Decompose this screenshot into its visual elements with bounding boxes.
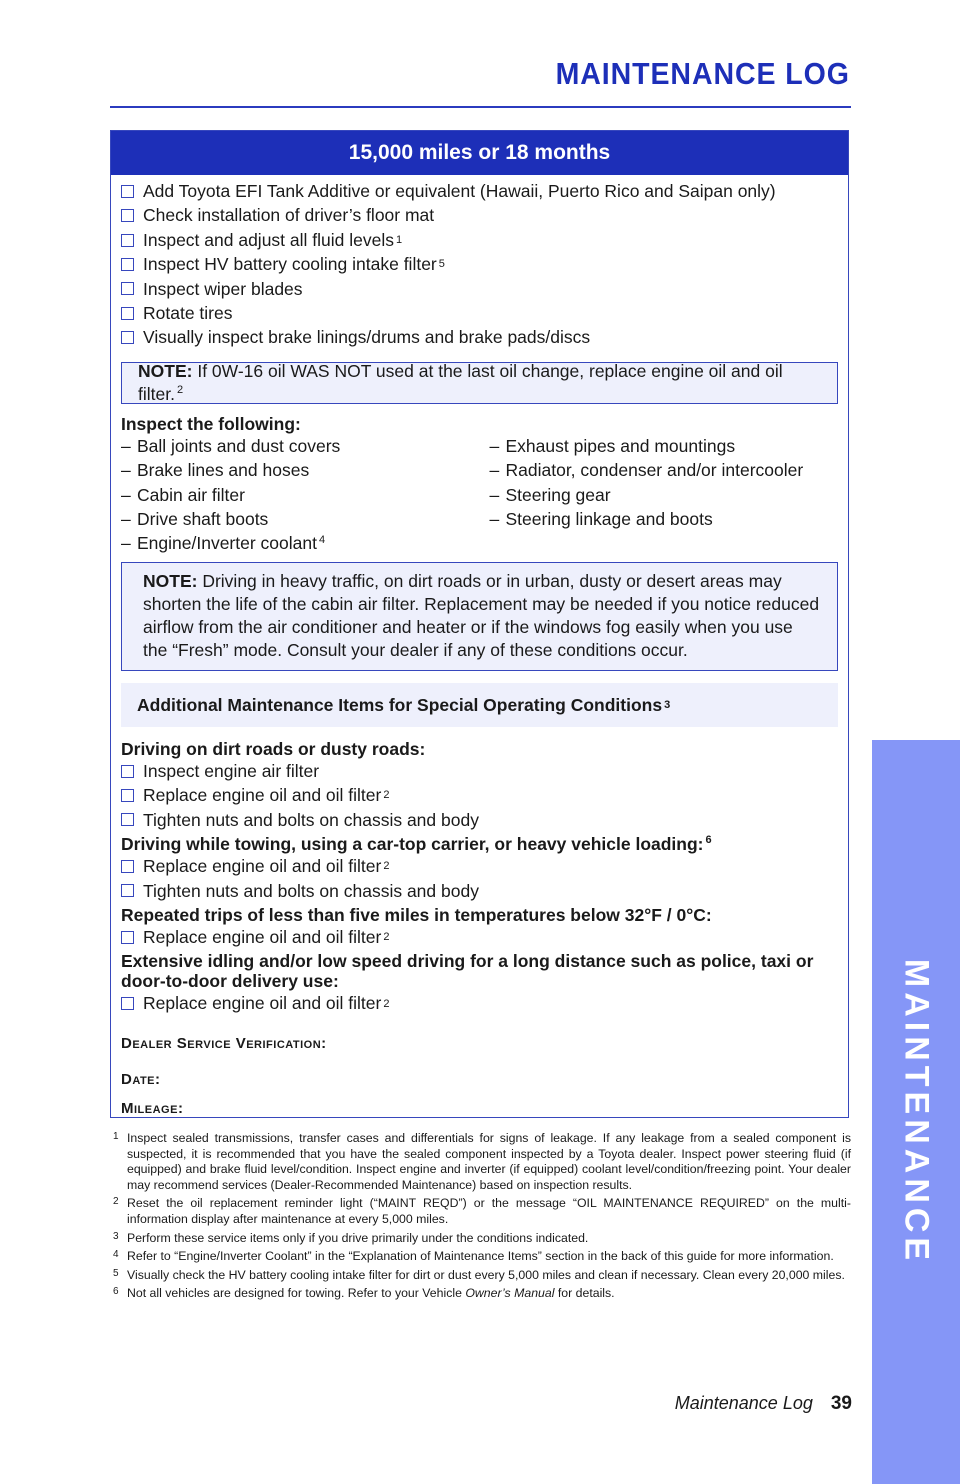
checklist-item-text: Replace engine oil and oil filter [143, 926, 382, 947]
checkbox-icon[interactable] [121, 282, 134, 295]
inspect-item [490, 507, 839, 531]
inspect-item [121, 434, 470, 458]
condition-heading [121, 834, 838, 854]
footnote-body [127, 1249, 834, 1265]
inspect-item [121, 507, 470, 531]
checklist-item: Replace engine oil and oil filter 2 [121, 854, 838, 878]
checklist-item: Inspect and adjust all fluid levels 1 [121, 228, 838, 252]
footnote-body [127, 1231, 588, 1247]
checklist-item-text: Inspect engine air filter [143, 760, 320, 781]
inspect-item-text: Steering linkage and boots [505, 509, 713, 530]
side-tab-label: MAINTENANCE [897, 958, 936, 1266]
note-text: If 0W-16 oil WAS NOT used at the last oil change, replace engine oil and oil filter. [138, 360, 783, 404]
checklist-item-text: Add Toyota EFI Tank Additive or equivalent (Hawaii, Puerto Rico and Saipan only) [143, 181, 776, 201]
verification-mileage: Mileage: [121, 1099, 184, 1117]
checklist-item-text: Inspect HV battery cooling intake filter [143, 254, 437, 275]
condition-heading [121, 739, 838, 759]
checklist-item-text: Inspect and adjust all fluid levels [143, 229, 394, 250]
checklist-item [121, 179, 838, 203]
checklist-item: Inspect HV battery cooling intake filter 5 [121, 252, 838, 276]
checklist-item: Replace engine oil and oil filter 2 [121, 991, 838, 1015]
service-checklist [121, 179, 838, 350]
dealer-verification [121, 1032, 838, 1121]
footnote-italic: Owner’s Manual [465, 1286, 555, 1301]
dash-marker: – [121, 484, 131, 505]
note-label: NOTE: [138, 360, 193, 381]
checklist-item-text: Tighten nuts and bolts on chassis and body [143, 880, 479, 901]
footnotes [113, 1131, 851, 1305]
footnote-text: Visually check the HV battery cooling intake filter for dirt or dust every 5,000 miles and clean if necessary. Clean every 20,000 miles. [127, 1267, 845, 1282]
page-title: MAINTENANCE LOG [555, 56, 850, 91]
inspect-item-text: Drive shaft boots [137, 509, 269, 530]
checklist-item-text: Replace engine oil and oil filter [143, 856, 382, 877]
checkbox-icon[interactable] [121, 789, 134, 802]
footnote-body [127, 1196, 851, 1227]
footnote-number: 2 [113, 1196, 119, 1208]
footnote-body [127, 1131, 851, 1193]
inspect-item-text: Ball joints and dust covers [137, 435, 341, 456]
footnote-text: Refer to “Engine/Inverter Coolant” in the “Explanation of Maintenance Items” section in the back of this guide for more information. [127, 1249, 834, 1264]
dash-marker: – [121, 533, 131, 554]
footnote [113, 1286, 851, 1302]
note-label: NOTE: [143, 570, 198, 591]
checkbox-icon[interactable] [121, 209, 134, 222]
condition-heading-text: Repeated trips of less than five miles in temperatures below 32°F / 0°C: [121, 904, 712, 925]
verification-title: Dealer Service Verification: [121, 1034, 327, 1052]
condition-heading [121, 905, 838, 925]
dash-marker: – [121, 460, 131, 481]
oil-note [121, 362, 838, 404]
note-text: Driving in heavy traffic, on dirt roads or in urban, dusty or desert areas may shorten the life of the cabin air filter. Replacement may be needed if you notice reduced airflow from the air conditioner and heater or if the windows fog easily when you use the “Fresh” mode. Consult your dealer if any of these conditions occur. [143, 570, 820, 660]
verification-date: Date: [121, 1071, 161, 1089]
title-divider [110, 106, 851, 108]
checkbox-icon[interactable] [121, 813, 134, 826]
condition-heading [121, 951, 838, 991]
inspect-item [121, 531, 470, 555]
footnote [113, 1268, 851, 1284]
footnote-ref: 6 [705, 834, 712, 847]
checkbox-icon[interactable] [121, 860, 134, 873]
checkbox-icon[interactable] [121, 258, 134, 271]
page-number: 39 [830, 1393, 852, 1414]
checklist-item [121, 203, 838, 227]
footnote-ref: 4 [318, 533, 326, 546]
condition-heading-text: Driving on dirt roads or dusty roads: [121, 738, 426, 759]
footnote-text: Not all vehicles are designed for towing. Refer to your Vehicle [127, 1286, 462, 1301]
inspect-item [121, 458, 470, 482]
checkbox-icon[interactable] [121, 331, 134, 344]
checklist-item: Replace engine oil and oil filter 2 [121, 783, 838, 807]
footnote [113, 1196, 851, 1227]
inspect-item-text: Radiator, condenser and/or intercooler [505, 460, 804, 481]
footnote-number: 1 [113, 1131, 119, 1142]
checklist-item-text: Replace engine oil and oil filter [143, 993, 382, 1014]
inspect-item [490, 483, 839, 507]
checklist-item [121, 879, 838, 903]
checkbox-icon[interactable] [121, 884, 134, 897]
dash-marker: – [489, 435, 500, 456]
footnote-number: 5 [113, 1267, 119, 1279]
checklist-item-text: Tighten nuts and bolts on chassis and body [143, 809, 479, 830]
special-conditions [121, 739, 838, 1016]
box-content [111, 175, 848, 1121]
checklist-item-text: Inspect wiper blades [143, 278, 303, 299]
dash-marker: – [489, 509, 500, 530]
inspect-item-text: Engine/Inverter coolant [137, 533, 317, 554]
footnote [113, 1249, 851, 1265]
maintenance-box [110, 130, 849, 1118]
checklist-item-text: Replace engine oil and oil filter [143, 785, 382, 806]
checkbox-icon[interactable] [121, 234, 134, 247]
inspect-heading: Inspect the following: [121, 413, 301, 434]
inspect-item-text: Exhaust pipes and mountings [505, 435, 736, 456]
checklist-item-text: Rotate tires [143, 303, 233, 324]
footnote-number: 4 [113, 1249, 119, 1261]
inspect-left-column [121, 434, 470, 556]
footnote [113, 1231, 851, 1247]
inspect-item [490, 434, 839, 458]
footnote-text: Inspect sealed transmissions, transfer cases and differentials for signs of leakage. If any leakage from a sealed component is suspected, it is recommended that you have the sealed component inspected by a Toyota dealer. Inspect power steering fluid (if equipped) and brake fluid level/condition. Inspect engine and inverter (if equipped) coolant level/condition/freezing point. Your dealer may recommend services (Dealer-Recommended Maintenance) based on inspection results. [127, 1131, 851, 1192]
checklist-item [121, 301, 838, 325]
checkbox-icon[interactable] [121, 997, 134, 1010]
checklist-item-text: Check installation of driver’s floor mat [143, 205, 435, 226]
inspect-columns [121, 434, 838, 556]
footnote [113, 1131, 851, 1193]
footnote-body [127, 1268, 845, 1284]
checklist-item-text: Visually inspect brake linings/drums and brake pads/discs [143, 327, 591, 348]
dash-marker: – [121, 435, 131, 456]
note-sup: 2 [176, 384, 184, 397]
inspect-item [490, 458, 839, 482]
special-conditions-banner: Additional Maintenance Items for Special Operating Conditions 3 [121, 683, 838, 727]
checklist-item: Replace engine oil and oil filter 2 [121, 925, 838, 949]
footnote-text: Perform these service items only if you drive primarily under the conditions indicated. [127, 1230, 589, 1245]
inspect-right-column [490, 434, 839, 556]
inspect-item [121, 483, 470, 507]
inspect-item-text: Cabin air filter [137, 484, 245, 505]
condition-heading-text: Extensive idling and/or low speed driving for a long distance such as police, taxi or door-to-door delivery use: [121, 951, 814, 992]
footnote-number: 6 [113, 1286, 119, 1298]
checkbox-icon[interactable] [121, 931, 134, 944]
inspect-section [121, 414, 838, 556]
footnote-tail: for details. [554, 1286, 615, 1301]
side-tab [872, 740, 960, 1484]
checklist-item [121, 325, 838, 349]
dash-marker: – [489, 484, 500, 505]
inspect-item-text: Brake lines and hoses [137, 460, 310, 481]
page-footer [675, 1393, 852, 1415]
interval-header: 15,000 miles or 18 months [111, 131, 848, 175]
footnote-body [127, 1286, 615, 1302]
dash-marker: – [121, 509, 131, 530]
checkbox-icon[interactable] [121, 307, 134, 320]
checklist-item [121, 277, 838, 301]
condition-heading-text: Driving while towing, using a car-top carrier, or heavy vehicle loading: [121, 834, 704, 855]
checkbox-icon[interactable] [121, 185, 134, 198]
dash-marker: – [489, 460, 500, 481]
checkbox-icon[interactable] [121, 765, 134, 778]
cabin-filter-note [121, 562, 838, 671]
special-title: Additional Maintenance Items for Special Operating Conditions [137, 694, 663, 715]
checklist-item [121, 759, 838, 783]
checklist-item [121, 808, 838, 832]
footnote-text: Reset the oil replacement reminder light (“MAINT REQD”) or the message “OIL MAINTENANCE REQUIRED” on the multi-information display after maintenance at every 5,000 miles. [127, 1196, 851, 1226]
footer-label: Maintenance Log [674, 1393, 813, 1413]
inspect-item-text: Steering gear [505, 484, 611, 505]
footnote-number: 3 [113, 1230, 119, 1242]
